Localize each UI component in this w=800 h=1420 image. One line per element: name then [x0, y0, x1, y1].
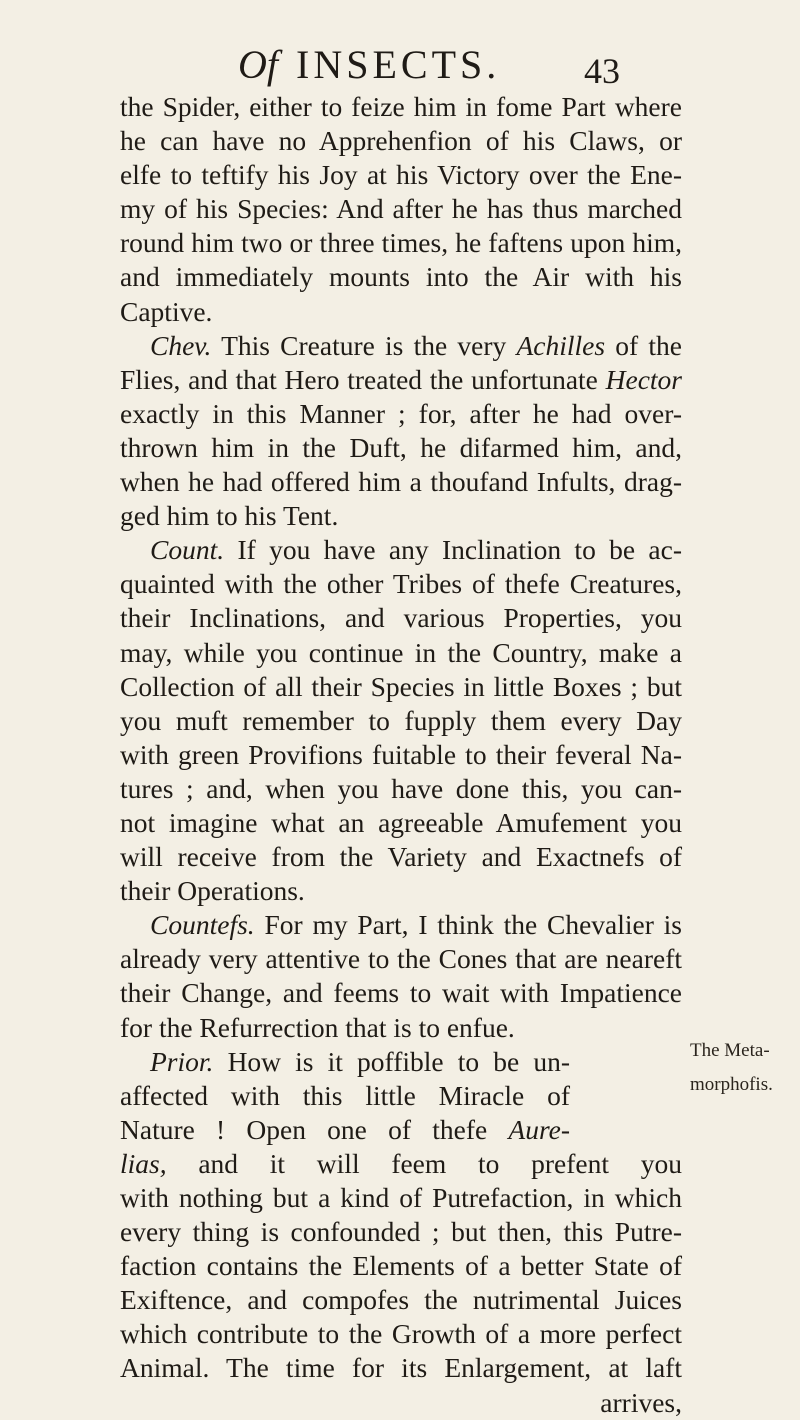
- text-line: round him two or three times, he faftens upon him,: [120, 227, 682, 259]
- italic-aure: Aure-: [508, 1113, 570, 1145]
- speaker-chev: Chev.: [150, 329, 212, 361]
- text-line: thrown him in the Duft, he difarmed him, and,: [120, 431, 682, 463]
- text-line: you muft remember to fupply them every Day: [120, 704, 682, 736]
- text-line: he can have no Apprehenfion of his Claws, or: [120, 125, 682, 157]
- text-line: tures ; and, when you have done this, you can-: [120, 772, 682, 804]
- running-title: [238, 40, 500, 90]
- running-title-insects: INSECTS.: [296, 42, 501, 87]
- text-fragment: and it will feem to prefent you: [198, 1147, 682, 1179]
- text-line: Captive.: [120, 295, 213, 327]
- running-head: [0, 40, 800, 90]
- marginal-note-line: The Meta-: [690, 1040, 770, 1061]
- text-line: already very attentive to the Cones that are neareft: [120, 943, 682, 975]
- text-fragment: How is it poffible to be un-: [227, 1045, 571, 1077]
- text-line: elfe to teftify his Joy at his Victory over the Ene-: [120, 159, 682, 191]
- text-line: [120, 363, 682, 397]
- text-line: with green Provifions fuitable to their feveral Na-: [120, 738, 682, 770]
- text-fragment: Nature ! Open one of thefe: [120, 1113, 488, 1145]
- text-line: exactly in this Manner ; for, after he had over-: [120, 397, 682, 429]
- speaker-countess: Countefs.: [150, 909, 255, 941]
- text-fragment: This Creature is the very: [221, 329, 507, 361]
- text-line: and immediately mounts into the Air with his: [120, 261, 682, 293]
- text-line: affected with this little Miracle of: [120, 1079, 570, 1111]
- text-line: [120, 1147, 682, 1181]
- text-line: quainted with the other Tribes of thefe Creatures,: [120, 568, 682, 600]
- text-line: their Operations.: [120, 875, 305, 907]
- text-line: the Spider, either to feize him in fome Part where: [120, 91, 682, 122]
- page-number: 43: [584, 51, 620, 91]
- text-fragment: For my Part, I think the Chevalier is: [264, 909, 683, 941]
- text-line: faction contains the Elements of a better State of: [120, 1250, 682, 1282]
- body-text: [120, 90, 682, 1420]
- text-line: may, while you continue in the Country, make a: [120, 636, 682, 668]
- italic-lias: lias,: [120, 1147, 167, 1179]
- text-line: their Change, and feems to wait with Impatience: [120, 977, 682, 1009]
- speaker-prior: Prior.: [150, 1045, 214, 1077]
- text-line: my of his Species: And after he has thus marched: [120, 193, 682, 225]
- text-line: which contribute to the Growth of a more perfect: [120, 1318, 682, 1350]
- text-line: when he had offered him a thoufand Infults, drag-: [120, 466, 682, 498]
- running-title-of: Of: [238, 42, 278, 87]
- italic-achilles: Achilles: [516, 329, 606, 361]
- text-line: [120, 533, 682, 567]
- text-line: every thing is confounded ; but then, this Putre-: [120, 1216, 682, 1248]
- text-line: Exiftence, and compofes the nutrimental Juices: [120, 1284, 682, 1316]
- text-line: not imagine what an agreeable Amufement you: [120, 806, 682, 838]
- text-line: their Inclinations, and various Properties, you: [120, 602, 682, 634]
- text-line: [120, 329, 682, 363]
- text-line: Collection of all their Species in little Boxes ; but: [120, 670, 682, 702]
- text-line: [120, 1113, 570, 1147]
- text-line: Animal. The time for its Enlargement, at laft: [120, 1352, 682, 1384]
- text-line: [120, 908, 682, 942]
- text-fragment: Flies, and that Hero treated the unfortunate: [120, 363, 598, 395]
- text-fragment: If you have any Inclination to be ac-: [237, 534, 683, 566]
- text-line: [120, 1045, 570, 1079]
- speaker-count: Count.: [150, 534, 225, 566]
- catchword: arrives,: [600, 1386, 682, 1418]
- text-line: with nothing but a kind of Putrefaction, in which: [120, 1182, 682, 1213]
- text-line: for the Refurrection that is to enfue.: [120, 1011, 515, 1043]
- text-line: will receive from the Variety and Exactnefs of: [120, 841, 682, 873]
- marginal-note-line: morphofis.: [690, 1074, 773, 1095]
- marginal-note: [690, 1034, 800, 1102]
- text-line: ged him to his Tent.: [120, 500, 339, 532]
- text-fragment: of the: [615, 329, 683, 361]
- italic-hector: Hector: [605, 363, 683, 395]
